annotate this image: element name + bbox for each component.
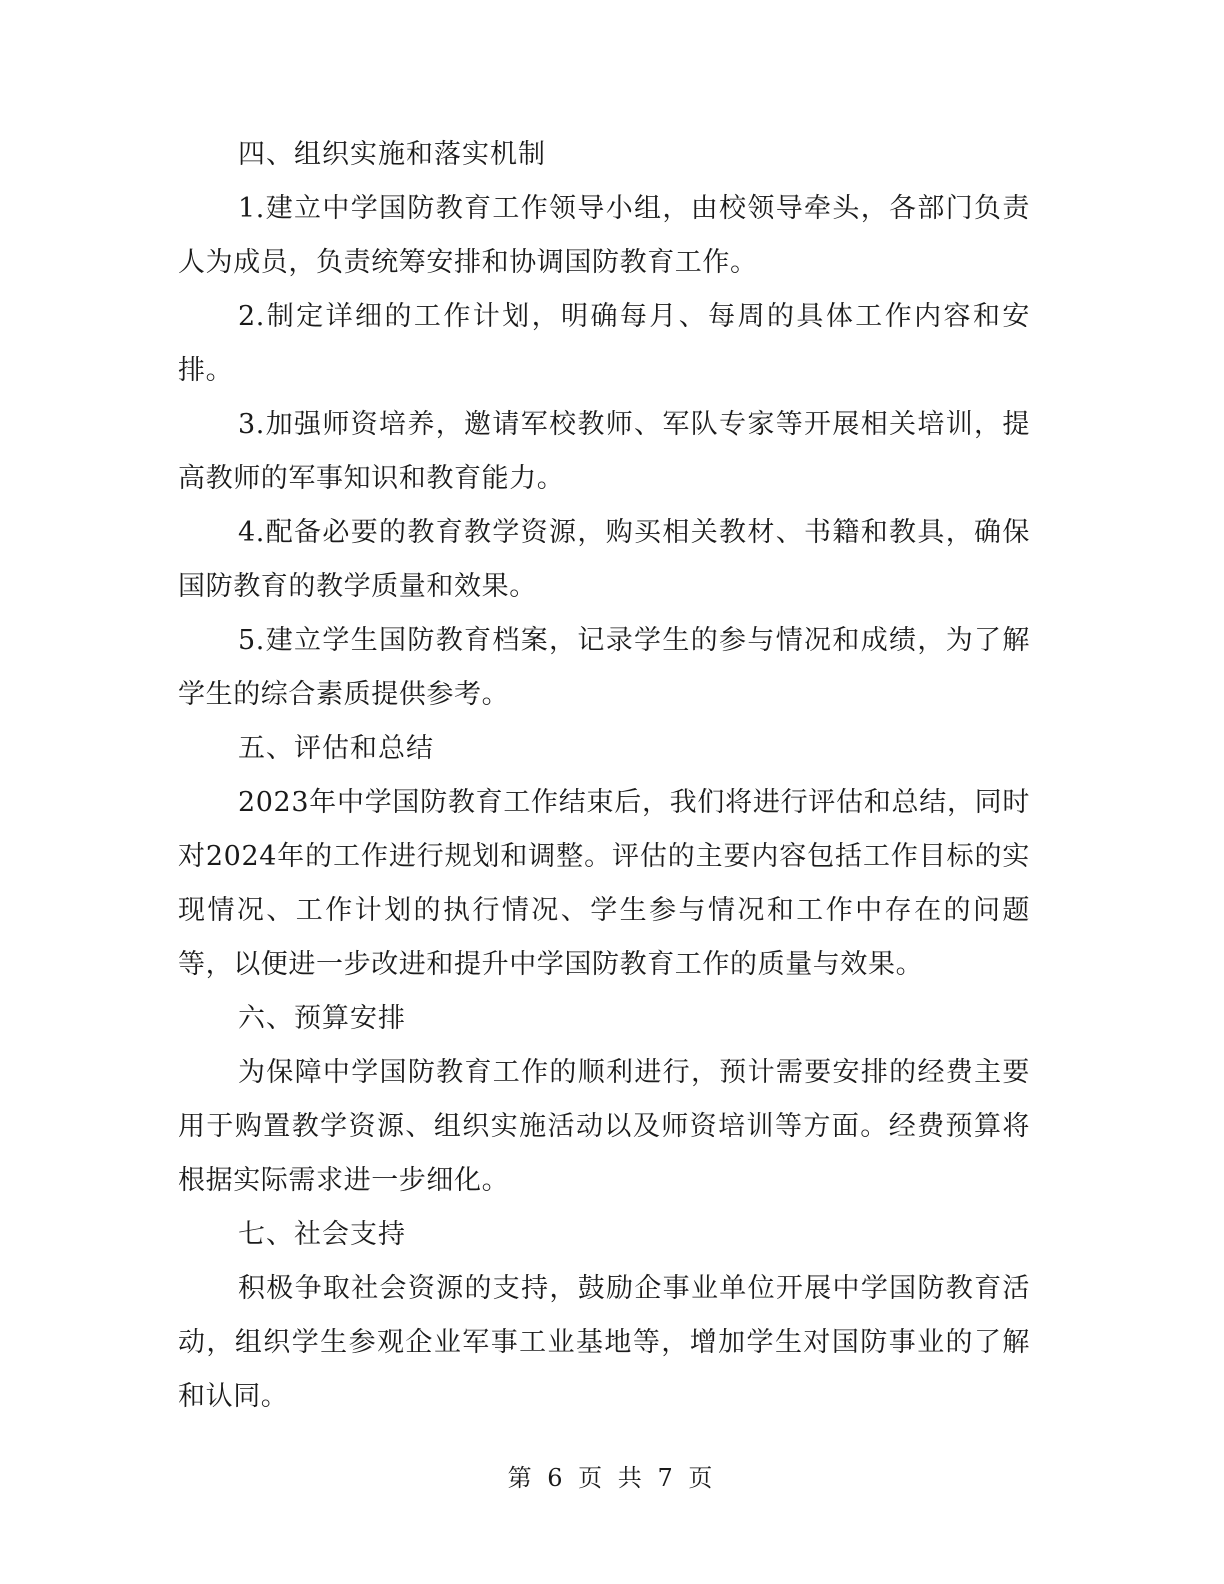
paragraph-organization-2: 2.制定详细的工作计划，明确每月、每周的具体工作内容和安排。 (178, 301, 1030, 386)
paragraph-organization-5: 5.建立学生国防教育档案，记录学生的参与情况和成绩，为了解学生的综合素质提供参考。 (178, 625, 1030, 710)
document-body (178, 128, 1030, 1424)
section-heading-social-support: 七、社会支持 (238, 1219, 406, 1250)
paragraph-organization-4: 4.配备必要的教育教学资源，购买相关教材、书籍和教具，确保国防教育的教学质量和效果。 (178, 517, 1030, 602)
paragraph-social-support: 积极争取社会资源的支持，鼓励企事业单位开展中学国防教育活动，组织学生参观企业军事工业基地等，增加学生对国防事业的了解和认同。 (178, 1273, 1030, 1412)
paragraph-evaluation: 2023年中学国防教育工作结束后，我们将进行评估和总结，同时对2024年的工作进行规划和调整。评估的主要内容包括工作目标的实现情况、工作计划的执行情况、学生参与情况和工作中存在的问题等，以便进一步改进和提升中学国防教育工作的质量与效果。 (178, 787, 1030, 980)
section-heading-evaluation: 五、评估和总结 (238, 733, 434, 764)
section-heading-budget: 六、预算安排 (238, 1003, 406, 1034)
section-heading-organization: 四、组织实施和落实机制 (238, 139, 546, 170)
paragraph-organization-1: 1.建立中学国防教育工作领导小组，由校领导牵头，各部门负责人为成员，负责统筹安排和协调国防教育工作。 (178, 193, 1030, 278)
paragraph-budget: 为保障中学国防教育工作的顺利进行，预计需要安排的经费主要用于购置教学资源、组织实施活动以及师资培训等方面。经费预算将根据实际需求进一步细化。 (178, 1057, 1030, 1196)
paragraph-organization-3: 3.加强师资培养，邀请军校教师、军队专家等开展相关培训，提高教师的军事知识和教育能力。 (178, 409, 1030, 494)
page-number-footer: 第 6 页 共 7 页 (507, 1464, 717, 1492)
